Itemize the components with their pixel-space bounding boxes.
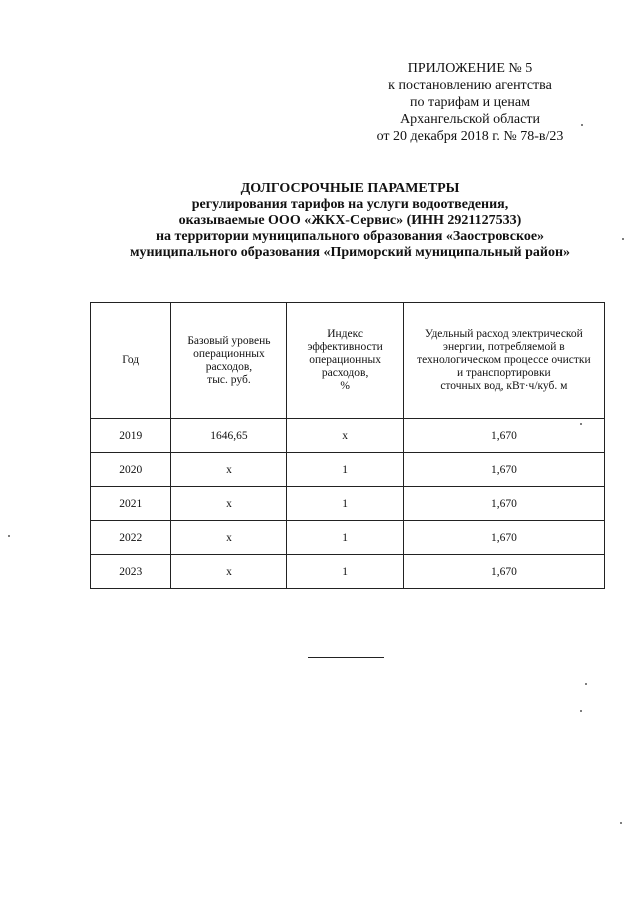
cell-energy-consumption: 1,670 — [403, 419, 604, 453]
header-efficiency-index — [287, 303, 403, 419]
scan-speck — [581, 124, 583, 126]
header-line: расходов, — [205, 360, 253, 373]
cell-year: 2020 — [91, 453, 171, 487]
header-base-level — [171, 303, 287, 419]
cell-efficiency-index: x — [287, 419, 403, 453]
cell-base-level: x — [171, 453, 287, 487]
scan-speck — [580, 710, 582, 712]
scan-speck — [580, 423, 582, 425]
header-line: и транспортировки — [457, 367, 551, 379]
scan-speck — [8, 535, 10, 537]
header-line: операционных — [309, 354, 381, 366]
cell-base-level: x — [171, 521, 287, 555]
cell-energy-consumption: 1,670 — [403, 453, 604, 487]
cell-year: 2021 — [91, 487, 171, 521]
separator-line — [308, 657, 384, 658]
header-line: Базовый уровень — [187, 334, 271, 347]
header-line: Год — [122, 354, 140, 366]
title-line: регулирования тарифов на услуги водоотведения, — [191, 197, 509, 212]
annex-line: к постановлению агентства — [388, 78, 552, 93]
header-line: % — [340, 380, 350, 392]
document-title — [60, 181, 640, 261]
scan-speck — [585, 683, 587, 685]
header-line: технологическом процессе очистки — [417, 354, 591, 366]
annex-line: от 20 декабря 2018 г. № 78-в/23 — [376, 129, 564, 144]
header-line: операционных — [193, 347, 265, 360]
table-row — [91, 453, 605, 487]
cell-year: 2019 — [91, 419, 171, 453]
header-line: тыс. руб. — [207, 373, 251, 386]
annex-line: Архангельской области — [400, 112, 540, 127]
table-row — [91, 419, 605, 453]
cell-base-level: x — [171, 487, 287, 521]
cell-base-level: 1646,65 — [171, 419, 287, 453]
cell-efficiency-index: 1 — [287, 521, 403, 555]
cell-energy-consumption: 1,670 — [403, 487, 604, 521]
cell-efficiency-index: 1 — [287, 555, 403, 589]
cell-energy-consumption: 1,670 — [403, 521, 604, 555]
scan-speck — [622, 238, 624, 240]
table-row — [91, 487, 605, 521]
header-line: расходов, — [321, 367, 369, 379]
table-row — [91, 555, 605, 589]
header-line: Индекс — [327, 328, 364, 340]
parameters-table — [90, 302, 605, 589]
scan-speck — [620, 822, 622, 824]
header-energy-consumption — [403, 303, 604, 419]
title-line: оказываемые ООО «ЖКХ-Сервис» (ИНН 2921127533) — [178, 213, 522, 228]
header-year — [91, 303, 171, 419]
cell-year: 2022 — [91, 521, 171, 555]
header-line: энергии, потребляемой в — [443, 341, 565, 353]
cell-efficiency-index: 1 — [287, 487, 403, 521]
annex-line: ПРИЛОЖЕНИЕ № 5 — [407, 61, 533, 76]
header-line: сточных вод, кВт·ч/куб. м — [440, 380, 568, 392]
cell-energy-consumption: 1,670 — [403, 555, 604, 589]
table-body — [91, 419, 605, 589]
cell-year: 2023 — [91, 555, 171, 589]
annex-line: по тарифам и ценам — [410, 95, 530, 110]
annex-header — [350, 60, 590, 145]
cell-base-level: x — [171, 555, 287, 589]
cell-efficiency-index: 1 — [287, 453, 403, 487]
header-line: Удельный расход электрической — [424, 328, 583, 340]
title-line: ДОЛГОСРОЧНЫЕ ПАРАМЕТРЫ — [240, 181, 460, 196]
title-line: муниципального образования «Приморский муниципальный район» — [129, 245, 571, 260]
table-row — [91, 521, 605, 555]
header-line: эффективности — [307, 341, 383, 353]
title-line: на территории муниципального образования «Заостровское» — [155, 229, 545, 244]
table-header-row — [91, 303, 605, 419]
